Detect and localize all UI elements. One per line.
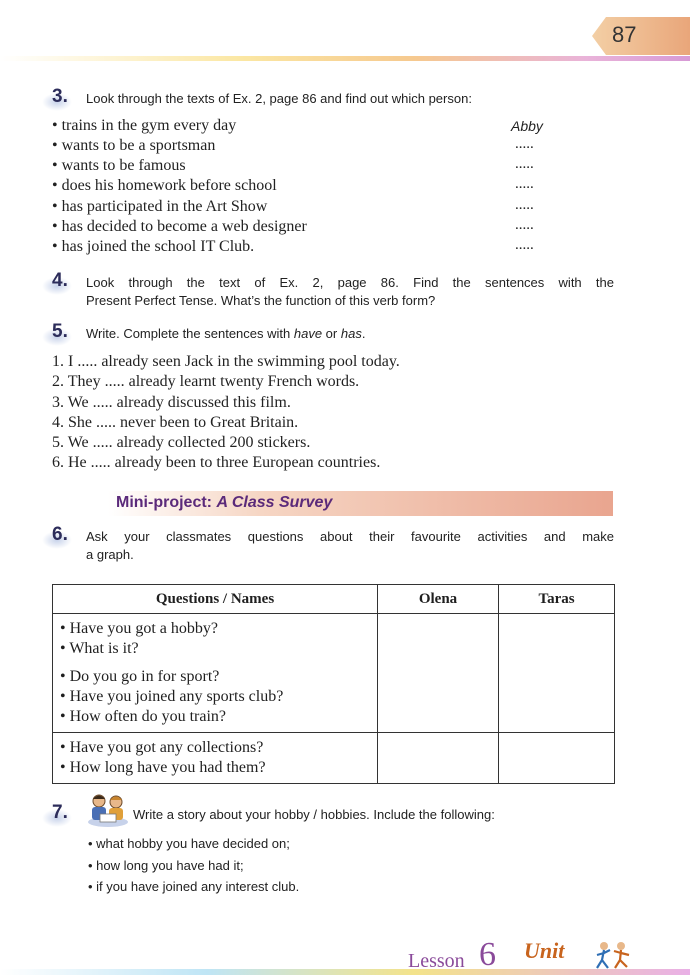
exercise-3-number: 3. [52,86,68,107]
exercise-6-instruction-line2: a graph. [86,547,134,562]
page-number-tab [592,17,690,55]
page-number: 87 [612,22,637,47]
ex3-answer: ..... [515,176,534,192]
unit-logo: Unit [524,938,565,963]
question: • Have you joined any sports club? [60,688,284,705]
answer-cell-olena[interactable] [378,614,499,733]
writing-kids-icon [86,792,130,828]
ex3-answer: ..... [515,237,534,253]
lesson-label: Lesson [408,950,465,972]
exercise-5-number: 5. [52,321,68,342]
exercise-7-number: 7. [52,802,68,823]
table-header: Questions / Names [53,585,378,614]
exercise-6-instruction-line1: Ask your classmates questions about their favourite activities and make [86,529,614,544]
top-decorative-bar [0,56,690,61]
question: • How often do you train? [60,708,227,725]
table-row [53,733,615,784]
ex7-bullet: • what hobby you have decided on; [88,836,290,851]
lesson-number: 6 [479,936,496,973]
questions-cell [53,614,378,733]
survey-table [52,584,615,784]
ex3-answer: ..... [515,197,534,213]
ex5-sentence: 5. We ..... already collected 200 stickers. [52,434,311,451]
ex3-item: • wants to be a sportsman [52,137,216,154]
ex3-item: • has joined the school IT Club. [52,238,255,255]
ex5-sentence: 4. She ..... never been to Great Britain. [52,414,299,431]
exercise-4-instruction-line1: Look through the text of Ex. 2, page 86. Find the sentences with the [86,275,614,290]
exercise-7-instruction: Write a story about your hobby / hobbies. Include the following: [133,807,495,822]
ex7-bullet: • how long you have had it; [88,858,244,873]
table-header-row [53,585,615,614]
exercise-4-instruction-line2: Present Perfect Tense. What’s the function of this verb form? [86,293,436,308]
exercise-3-instruction: Look through the texts of Ex. 2, page 86 and find out which person: [86,91,472,106]
question: • What is it? [60,640,139,657]
ex3-item: • has participated in the Art Show [52,198,268,215]
table-header: Olena [378,585,499,614]
exercise-5-instruction: Write. Complete the sentences with have or has. [86,326,366,341]
ex3-item: • has decided to become a web designer [52,218,307,235]
exercise-6-number: 6. [52,524,68,545]
answer-cell-taras[interactable] [499,614,615,733]
questions-cell [53,733,378,784]
ex5-sentence: 1. I ..... already seen Jack in the swimming pool today. [52,353,400,370]
ex3-answer: ..... [515,156,534,172]
exercise-4-number: 4. [52,270,68,291]
ex3-answer: ..... [515,217,534,233]
table-header: Taras [499,585,615,614]
running-kids-icon [594,940,632,970]
question: • How long have you had them? [60,759,266,776]
ex7-bullet: • if you have joined any interest club. [88,879,300,894]
table-row [53,614,615,733]
ex3-item: • trains in the gym every day [52,117,237,134]
ex5-sentence: 2. They ..... already learnt twenty French words. [52,373,360,390]
answer-cell-taras[interactable] [499,733,615,784]
answer-cell-olena[interactable] [378,733,499,784]
question: • Do you go in for sport? [60,668,220,685]
ex3-answer: Abby [511,118,543,134]
bottom-decorative-bar [0,969,690,975]
question: • Have you got any collections? [60,739,264,756]
question: • Have you got a hobby? [60,620,219,637]
ex3-item: • does his homework before school [52,177,277,194]
ex5-sentence: 3. We ..... already discussed this film. [52,394,291,411]
ex5-sentence: 6. He ..... already been to three European countries. [52,454,381,471]
mini-project-title: Mini-project: A Class Survey [116,494,333,511]
ex3-answer: ..... [515,136,534,152]
ex3-item: • wants to be famous [52,157,186,174]
